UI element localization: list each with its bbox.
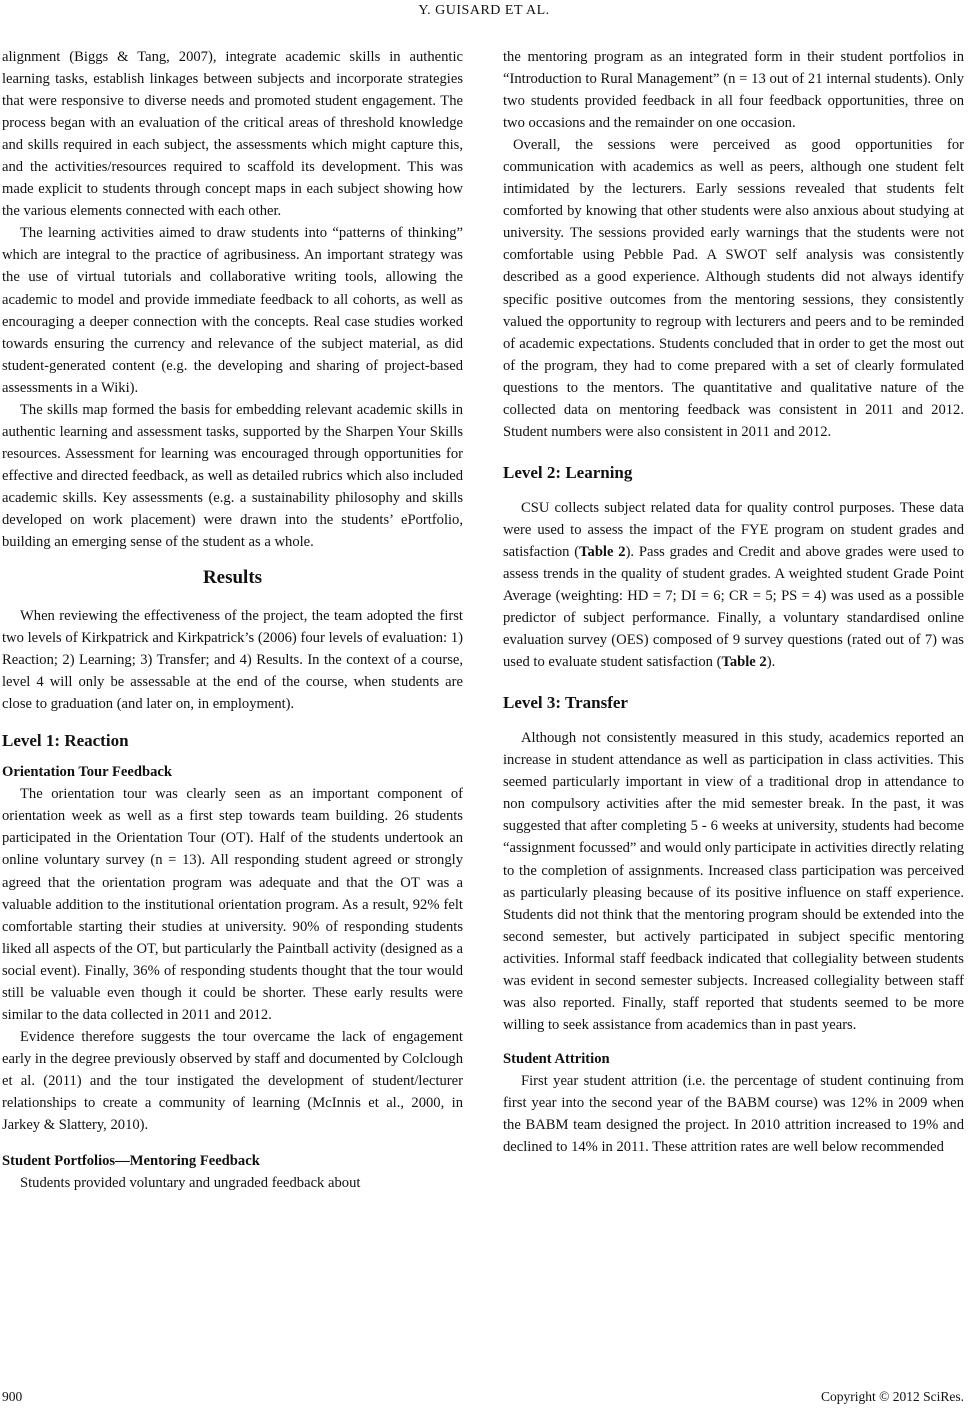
page-number: 900	[2, 1389, 23, 1404]
running-head: Y. GUISARD ET AL.	[418, 3, 550, 18]
text-run: CSU collects subject related data for quality control purposes. These data were used to assess the impact of the FYE program on student grades and satisfaction (	[503, 499, 964, 560]
paragraph: Although not consistently measured in this study, academics reported an increase in student attendance as well as participation in class activities. This seemed particularly important in view of a traditional drop in attendance to non compulsory activities after the mid semester break. In the past, it was suggested that after completing 5 - 6 weeks at university, students had become “assignment focussed” and would only participate in activities directly relating to the completion of assignments. Increased class participation was perceived as particularly pleasing because of its positive influence on staff experience. Students did not think that the mentoring program should be extended into the second semester, but actively participated in subject specific mentoring activities. Informal staff feedback indicated that collegiality between students was evident in second semester subjects. Increased collegiality between staff was also reported. Finally, staff reported that students seemed to be more willing to seek assistance from academics than in past years.	[503, 730, 964, 1033]
paragraph: Students provided voluntary and ungraded feedback about	[20, 1175, 361, 1192]
paragraph: The learning activities aimed to draw students into “patterns of thinking” which are integral to the practice of agribusiness. An important strategy was the use of virtual tutorials and collaborative writing tools, allowing the academic to model and provide immediate feedback to all cohorts, as well as encouraging a deeper connection with the concepts. Real case studies worked towards ensuring the currency and relevance of the subject material, as did student-generated content (e.g. the developing and sharing of project-based assessments in a Wiki).	[2, 225, 463, 396]
paragraph: alignment (Biggs & Tang, 2007), integrate academic skills in authentic learning tasks, establish linkages between subjects and incorporate strategies that were responsive to diverse needs and promoted student engagement. The process began with an evaluation of the critical areas of threshold knowledge and skills required in each subject, the assessments which might capture this, and the activities/resources required to scaffold its development. This was made explicit to students through concept maps in each subject showing how the various elements connected with each other.	[2, 49, 463, 220]
subheading-student-attrition: Student Attrition	[503, 1050, 610, 1067]
subsection-heading-level3: Level 3: Transfer	[503, 693, 628, 713]
text-run: ).	[766, 654, 776, 671]
paragraph: The skills map formed the basis for embedding relevant academic skills in authentic learning and assessment tasks, supported by the Sharpen Your Skills resources. Assessment for learning was encouraged through opportunities for effective and directed feedback, as well as detailed rubrics which also included academic skills. Key assessments (e.g. a sustainability philosophy and skills developed on work placement) were drawn into the students’ ePortfolio, building an emerging sense of the student as a whole.	[2, 401, 463, 551]
right-column	[503, 46, 964, 1158]
subsection-heading-level2: Level 2: Learning	[503, 462, 633, 482]
paragraph: Overall, the sessions were perceived as good opportunities for communication with academics as well as peers, although one student felt intimidated by the lecturers. Early sessions revealed that students felt comforted by knowing that other students were also anxious about studying at university. The sessions provided early warnings that the students were not comfortable using Pebble Pad. A SWOT self analysis was consistently described as a good experience. Although students did not always identify specific positive outcomes from the mentoring sessions, they consistently valued the opportunity to regroup with lecturers and peers and to be reminded of academic expectations. Students concluded that in order to get the most out of the program, they had to come prepared with a set of clearly formulated questions to the mentors. The quantitative and qualitative nature of the collected data on mentoring feedback was consistent in 2011 and 2012. Student numbers were also consistent in 2011 and 2012.	[503, 137, 964, 440]
section-heading-results: Results	[202, 567, 263, 589]
subheading-orientation-tour: Orientation Tour Feedback	[2, 764, 173, 781]
paragraph: When reviewing the effectiveness of the project, the team adopted the first two levels of Kirkpatrick and Kirkpatrick’s (2006) four levels of evaluation: 1) Reaction; 2) Learning; 3) Transfer; and 4) Results. In the context of a course, level 4 will only be assessable at the end of the course, when students are close to graduation (and later on, in employment).	[2, 608, 463, 713]
subsection-heading-level1: Level 1: Reaction	[2, 731, 129, 751]
table-reference: Table 2	[579, 543, 626, 560]
paragraph: Evidence therefore suggests the tour overcame the lack of engagement early in the degree previously observed by staff and documented by Colclough et al. (2011) and the tour instigated the development of student/lecturer relationships to create a community of learning (McInnis et al., 2000, in Jarkey & Slattery, 2010).	[2, 1028, 463, 1134]
paragraph	[503, 497, 964, 673]
paragraph: The orientation tour was clearly seen as an important component of orientation week as well as a first step towards team building. 26 students participated in the Orientation Tour (OT). Half of the students undertook an online voluntary survey (n = 13). All responding student agreed or strongly agreed that the orientation program was adequate and that the OT was a valuable addition to the institutional orientation program. As a result, 92% felt comfortable starting their studies at university. 90% of responding students liked all aspects of the OT, but particularly the Paintball activity (designed as a social event). Finally, 36% of responding students thought that the tour would still be valuable even though it could be shorter. These early results were similar to the data collected in 2011 and 2012.	[2, 786, 463, 1023]
left-column	[2, 46, 463, 1194]
subheading-student-portfolios: Student Portfolios—Mentoring Feedback	[2, 1153, 260, 1170]
table-reference: Table 2	[721, 654, 767, 671]
copyright-notice: Copyright © 2012 SciRes.	[820, 1389, 964, 1404]
paragraph: the mentoring program as an integrated form in their student portfolios in “Introduction to Rural Management” (n = 13 out of 21 internal students). Only two students provided feedback in all four feedback opportunities, three on two occasions and the remainder on one occasion.	[503, 49, 964, 132]
paragraph: First year student attrition (i.e. the percentage of student continuing from first year into the second year of the BABM course) was 12% in 2009 when the BABM team designed the project. In 2010 attrition increased to 19% and declined to 14% in 2011. These attrition rates are well below recommended	[503, 1072, 964, 1156]
text-run: ). Pass grades and Credit and above grades were used to assess trends in the quality of student grades. A weighted student Grade Point Average (weighting: HD = 7; DI = 6; CR = 5; PS = 4) was used as a possible predictor of subject performance. Finally, a voluntary standardised online evaluation survey (OES) composed of 9 survey questions (rated out of 7) was used to evaluate student satisfaction (	[503, 543, 964, 671]
